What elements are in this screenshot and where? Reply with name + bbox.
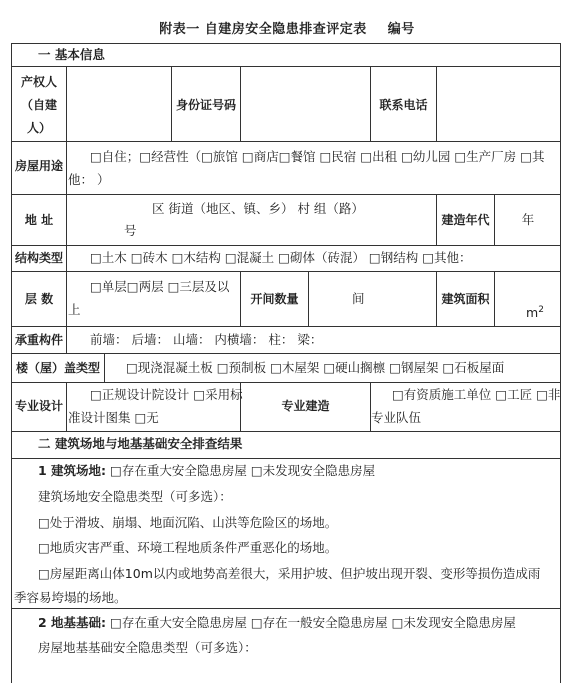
foundation-type-label: 房屋地基基础安全隐患类型（可多选）： <box>38 640 257 655</box>
structure-label: 结构类型 <box>14 251 63 265</box>
foundation-result <box>38 613 516 633</box>
row-divider <box>11 141 561 142</box>
id-number-label: 身份证号码 <box>175 98 236 112</box>
site-result <box>38 461 375 481</box>
row-divider <box>11 245 561 246</box>
column-divider <box>66 326 67 353</box>
rooms-label: 开间数量 <box>250 292 299 306</box>
site-type-label: 建筑场地安全隐患类型（可多选）： <box>38 489 232 504</box>
site-hazard-item-cont: 季容易垮塌的场地。 <box>14 590 127 605</box>
build-year-label: 建造年代 <box>441 213 490 227</box>
row-divider <box>11 431 561 432</box>
row-divider <box>11 458 561 459</box>
roof-type-label: 楼（屋）盖类型 <box>16 361 101 375</box>
column-divider <box>240 66 241 141</box>
column-divider <box>308 271 309 326</box>
owner-label-line2: （自建 <box>20 98 57 112</box>
site-heading: 1 建筑场地: <box>38 463 107 478</box>
address-line2: 号 <box>124 223 137 238</box>
design-options: □正规设计院设计 □采用标 <box>90 387 243 402</box>
usage-label: 房屋用途 <box>14 159 63 173</box>
foundation-options: □存在重大安全隐患房屋 □存在一般安全隐患房屋 □未发现安全隐患房屋 <box>110 615 516 630</box>
build-year-unit: 年 <box>521 212 535 227</box>
column-divider <box>66 271 67 326</box>
column-divider <box>66 194 67 245</box>
floors-options-cont: 上 <box>68 302 81 317</box>
row-divider <box>11 353 561 354</box>
column-divider <box>66 141 67 194</box>
floors-label: 层 数 <box>24 292 54 306</box>
roof-type-options: □现浇混凝土板 □预制板 □木屋架 □硬山搁檩 □钢屋架 □石板屋面 <box>126 360 505 375</box>
usage-options: □自住；□经营性（□旅馆 □商店□餐馆 □民宿 □出租 □幼儿园 □生产厂房 □其 <box>90 149 545 164</box>
construction-label: 专业建造 <box>281 399 330 413</box>
site-hazard-item: □地质灾害严重、环境工程地质条件严重恶化的场地。 <box>38 540 338 555</box>
section1-title: 一 基本信息 <box>38 47 105 62</box>
column-divider <box>104 353 105 382</box>
design-label: 专业设计 <box>14 399 63 413</box>
structure-options: □土木 □砖木 □木结构 □混凝土 □砌体（砖混） □钢结构 □其他： <box>90 250 472 265</box>
row-divider <box>11 382 561 383</box>
column-divider <box>66 245 67 271</box>
column-divider <box>494 271 495 326</box>
design-options-cont: 准设计图集 □无 <box>68 410 159 425</box>
owner-label-line1: 产权人 <box>20 75 57 89</box>
title-text: 附表一 自建房安全隐患排查评定表 <box>159 22 367 37</box>
bearing-label: 承重构件 <box>14 333 63 347</box>
foundation-heading: 2 地基基础: <box>38 615 107 630</box>
construction-options: □有资质施工单位 □工匠 □非 <box>392 387 561 402</box>
site-options: □存在重大安全隐患房屋 □未发现安全隐患房屋 <box>110 463 376 478</box>
area-label: 建筑面积 <box>441 292 490 306</box>
column-divider <box>66 66 67 141</box>
code-label: 编号 <box>387 22 415 37</box>
rooms-unit: 间 <box>352 291 365 306</box>
site-hazard-item: □房屋距离山体10m以内或地势高差很大，采用护坡、但护坡出现开裂、变形等损伤造成雨 <box>38 566 541 581</box>
row-divider <box>11 608 561 609</box>
column-divider <box>436 66 437 141</box>
document-title <box>0 18 574 37</box>
site-hazard-item: □处于滑坡、崩塌、地面沉陷、山洪等危险区的场地。 <box>38 515 338 530</box>
row-divider <box>11 66 561 67</box>
column-divider <box>66 382 67 431</box>
address-label: 地 址 <box>24 213 54 227</box>
phone-label: 联系电话 <box>379 98 428 112</box>
address-line1: 区 街道（地区、镇、乡） 村 组（路） <box>152 201 364 216</box>
usage-other: 他： ） <box>68 172 110 187</box>
row-divider <box>11 271 561 272</box>
area-unit: $m^2$ <box>526 305 544 320</box>
floors-options: □单层□两层 □三层及以 <box>90 279 230 294</box>
section2-title: 二 建筑场地与地基基础安全排查结果 <box>38 436 243 451</box>
construction-options-cont: 专业队伍 <box>371 410 422 425</box>
row-divider <box>11 326 561 327</box>
owner-label-line3: 人） <box>26 121 51 135</box>
bearing-members: 前墙： 后墙： 山墙： 内横墙： 柱： 梁： <box>90 332 323 347</box>
row-divider <box>11 194 561 195</box>
